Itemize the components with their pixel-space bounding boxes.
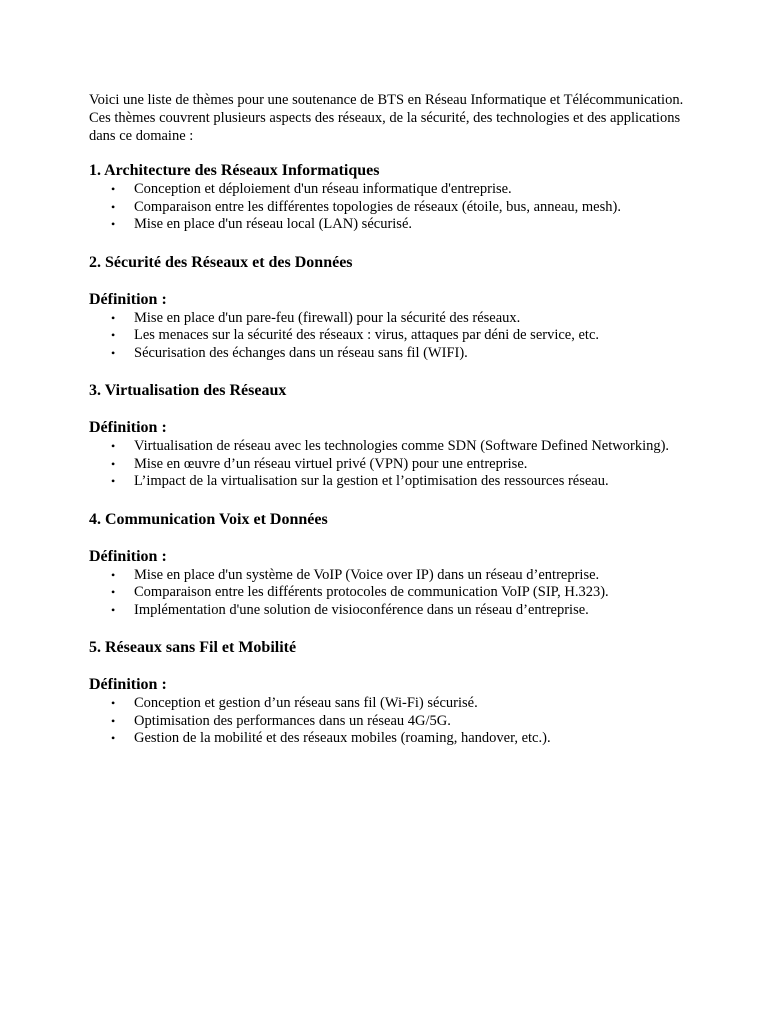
- bullet-list-virtualisation: [89, 438, 689, 491]
- bullet-icon: •: [111, 585, 116, 599]
- list-item: [89, 695, 689, 713]
- list-item-text: Comparaison entre les différentes topologies de réseaux (étoile, bus, anneau, mesh).: [134, 198, 621, 215]
- list-item-text: Les menaces sur la sécurité des réseaux : virus, attaques par déni de service, etc.: [134, 327, 600, 343]
- bullet-icon: •: [111, 474, 116, 488]
- list-item-text: Sécurisation des échanges dans un réseau sans fil (WIFI).: [134, 344, 468, 361]
- document-page: [89, 91, 689, 748]
- list-item: [89, 713, 689, 731]
- list-item-text: Mise en place d'un pare-feu (firewall) pour la sécurité des réseaux.: [134, 309, 521, 326]
- definition-heading: Définition :: [89, 419, 167, 436]
- list-item: [89, 730, 689, 748]
- bullet-icon: •: [111, 328, 116, 342]
- bullet-list-communication: [89, 567, 689, 620]
- bullet-icon: •: [111, 199, 116, 214]
- section-heading-sans-fil: 5. Réseaux sans Fil et Mobilité: [89, 639, 297, 656]
- list-item-text: Gestion de la mobilité et des réseaux mobiles (roaming, handover, etc.).: [134, 730, 551, 746]
- list-item-text: L’impact de la virtualisation sur la gestion et l’optimisation des ressources réseau.: [134, 473, 609, 489]
- list-item-text: Virtualisation de réseau avec les technologies comme SDN (Software Defined Networking).: [134, 438, 670, 454]
- section-heading-communication: 4. Communication Voix et Données: [89, 510, 328, 528]
- section-heading-securite: 2. Sécurité des Réseaux et des Données: [89, 253, 353, 271]
- bullet-list-securite: [89, 310, 689, 363]
- definition-heading: Définition :: [89, 547, 167, 565]
- list-item: [89, 567, 689, 585]
- bullet-icon: •: [111, 310, 116, 325]
- list-item-text: Conception et déploiement d'un réseau informatique d'entreprise.: [134, 181, 512, 197]
- bullet-icon: •: [111, 217, 116, 231]
- list-item-text: Implémentation d'une solution de visioconférence dans un réseau d’entreprise.: [134, 601, 589, 618]
- list-item-text: Mise en œuvre d’un réseau virtuel privé (VPN) pour une entreprise.: [134, 455, 528, 472]
- bullet-icon: •: [111, 439, 116, 453]
- list-item-text: Mise en place d'un système de VoIP (Voice over IP) dans un réseau d’entreprise.: [134, 566, 600, 583]
- bullet-icon: •: [111, 602, 116, 617]
- section-heading-architecture: 1. Architecture des Réseaux Informatiques: [89, 162, 380, 179]
- bullet-icon: •: [111, 731, 116, 745]
- intro-paragraph: Voici une liste de thèmes pour une soutenance de BTS en Réseau Informatique et Télécommunication. Ces thèmes couvrent plusieurs aspects des réseaux, de la sécurité, des technologies et des applications dans ce domaine :: [89, 92, 684, 144]
- bullet-list-sans-fil: [89, 695, 689, 748]
- list-item-text: Mise en place d'un réseau local (LAN) sécurisé.: [134, 216, 412, 232]
- list-item-text: Optimisation des performances dans un réseau 4G/5G.: [134, 712, 451, 729]
- bullet-icon: •: [111, 182, 116, 196]
- list-item: [89, 345, 689, 363]
- bullet-icon: •: [111, 696, 116, 710]
- definition-heading: Définition :: [89, 676, 167, 693]
- definition-heading: Définition :: [89, 290, 167, 308]
- list-item: [89, 473, 689, 491]
- bullet-list-architecture: [89, 181, 689, 234]
- bullet-icon: •: [111, 567, 116, 582]
- section-heading-virtualisation: 3. Virtualisation des Réseaux: [89, 382, 287, 399]
- list-item: [89, 216, 689, 234]
- list-item: [89, 327, 689, 345]
- bullet-icon: •: [111, 713, 116, 728]
- bullet-icon: •: [111, 345, 116, 360]
- list-item: [89, 602, 689, 620]
- list-item: [89, 310, 689, 328]
- list-item: [89, 438, 689, 456]
- bullet-icon: •: [111, 456, 116, 471]
- list-item-text: Conception et gestion d’un réseau sans fil (Wi-Fi) sécurisé.: [134, 695, 478, 711]
- list-item: [89, 181, 689, 199]
- list-item: [89, 456, 689, 474]
- list-item: [89, 584, 689, 602]
- list-item-text: Comparaison entre les différents protocoles de communication VoIP (SIP, H.323).: [134, 584, 609, 600]
- list-item: [89, 199, 689, 217]
